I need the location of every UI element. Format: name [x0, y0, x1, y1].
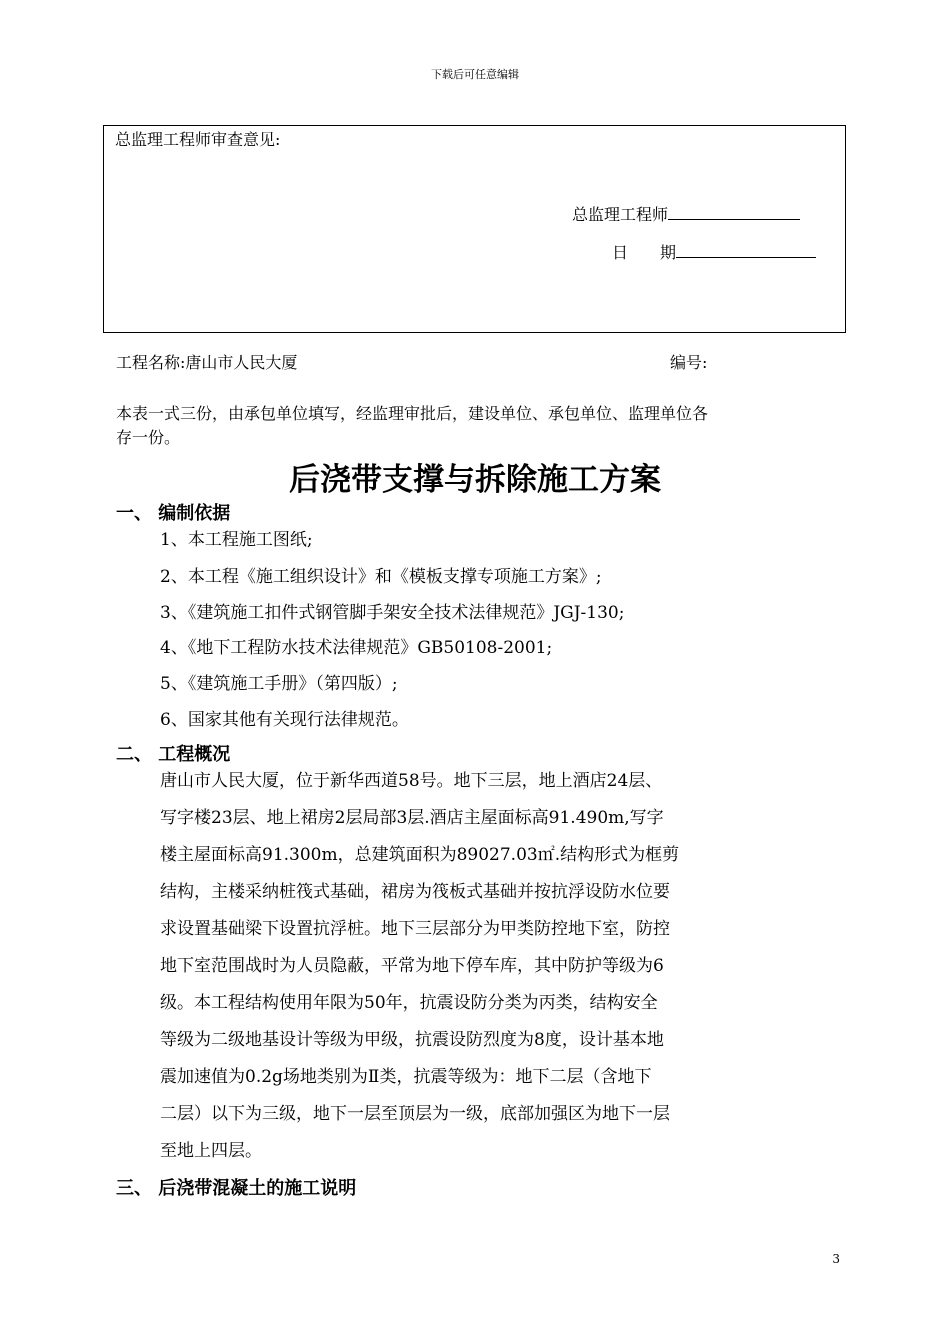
basis-item: 2、本工程《施工组织设计》和《模板支撑专项施工方案》;: [160, 567, 602, 587]
date-line[interactable]: [676, 243, 816, 258]
page-number: 3: [832, 1252, 840, 1266]
overview-line: 至地上四层。: [160, 1141, 262, 1161]
overview-line: 唐山市人民大厦，位于新华西道58号。地下三层，地上酒店24层、: [160, 771, 663, 791]
note-line-2: 存一份。: [116, 428, 181, 447]
project-name: 工程名称:唐山市人民大厦: [116, 353, 298, 372]
basis-item: 4、《地下工程防水技术法律规范》GB50108-2001;: [160, 638, 553, 658]
overview-line: 等级为二级地基设计等级为甲级，抗震设防烈度为8度，设计基本地: [160, 1030, 664, 1050]
overview-line: 结构，主楼采纳桩筏式基础，裙房为筏板式基础并按抗浮设防水位要: [160, 882, 670, 902]
engineer-signature-row: [572, 202, 800, 225]
date-row: [612, 240, 816, 263]
basis-item: 3、《建筑施工扣件式钢管脚手架安全技术法律规范》JGJ-130;: [160, 603, 625, 623]
overview-line: 地下室范围战时为人员隐蔽，平常为地下停车库，其中防护等级为6: [160, 956, 664, 976]
overview-line: 二层）以下为三级，地下一层至顶层为一级，底部加强区为地下一层: [160, 1104, 670, 1124]
engineer-signature-line[interactable]: [668, 205, 800, 220]
section-2-heading: 二、 工程概况: [116, 744, 231, 765]
basis-item: 5、《建筑施工手册》（第四版）;: [160, 674, 398, 694]
engineer-label: 总监理工程师: [572, 205, 669, 224]
project-number-label: 编号:: [670, 353, 708, 372]
document-title: 后浇带支撑与拆除施工方案: [289, 462, 661, 498]
note-line-1: 本表一式三份，由承包单位填写，经监理审批后，建设单位、承包单位、监理单位各: [116, 404, 709, 423]
basis-item: 1、本工程施工图纸;: [160, 530, 313, 550]
overview-line: 求设置基础梁下设置抗浮桩。地下三层部分为甲类防控地下室，防控: [160, 919, 670, 939]
basis-item: 6、国家其他有关现行法律规范。: [160, 710, 409, 730]
overview-line: 级。本工程结构使用年限为50年，抗震设防分类为丙类，结构安全: [160, 993, 658, 1013]
review-title: 总监理工程师审查意见:: [115, 130, 281, 149]
page-header: 下载后可任意编辑: [431, 68, 519, 81]
section-3-heading: 三、 后浇带混凝土的施工说明: [116, 1178, 357, 1199]
overview-line: 震加速值为0.2g场地类别为Ⅱ类，抗震等级为：地下二层（含地下: [160, 1067, 652, 1087]
review-box: [103, 125, 846, 333]
section-1-heading: 一、 编制依据: [116, 503, 231, 524]
date-label: 日 期: [612, 243, 677, 262]
overview-line: 写字楼23层、地上裙房2层局部3层.酒店主屋面标高91.490m,写字: [160, 808, 664, 828]
overview-line: 楼主屋面标高91.300m，总建筑面积为89027.03㎡.结构形式为框剪: [160, 845, 680, 865]
